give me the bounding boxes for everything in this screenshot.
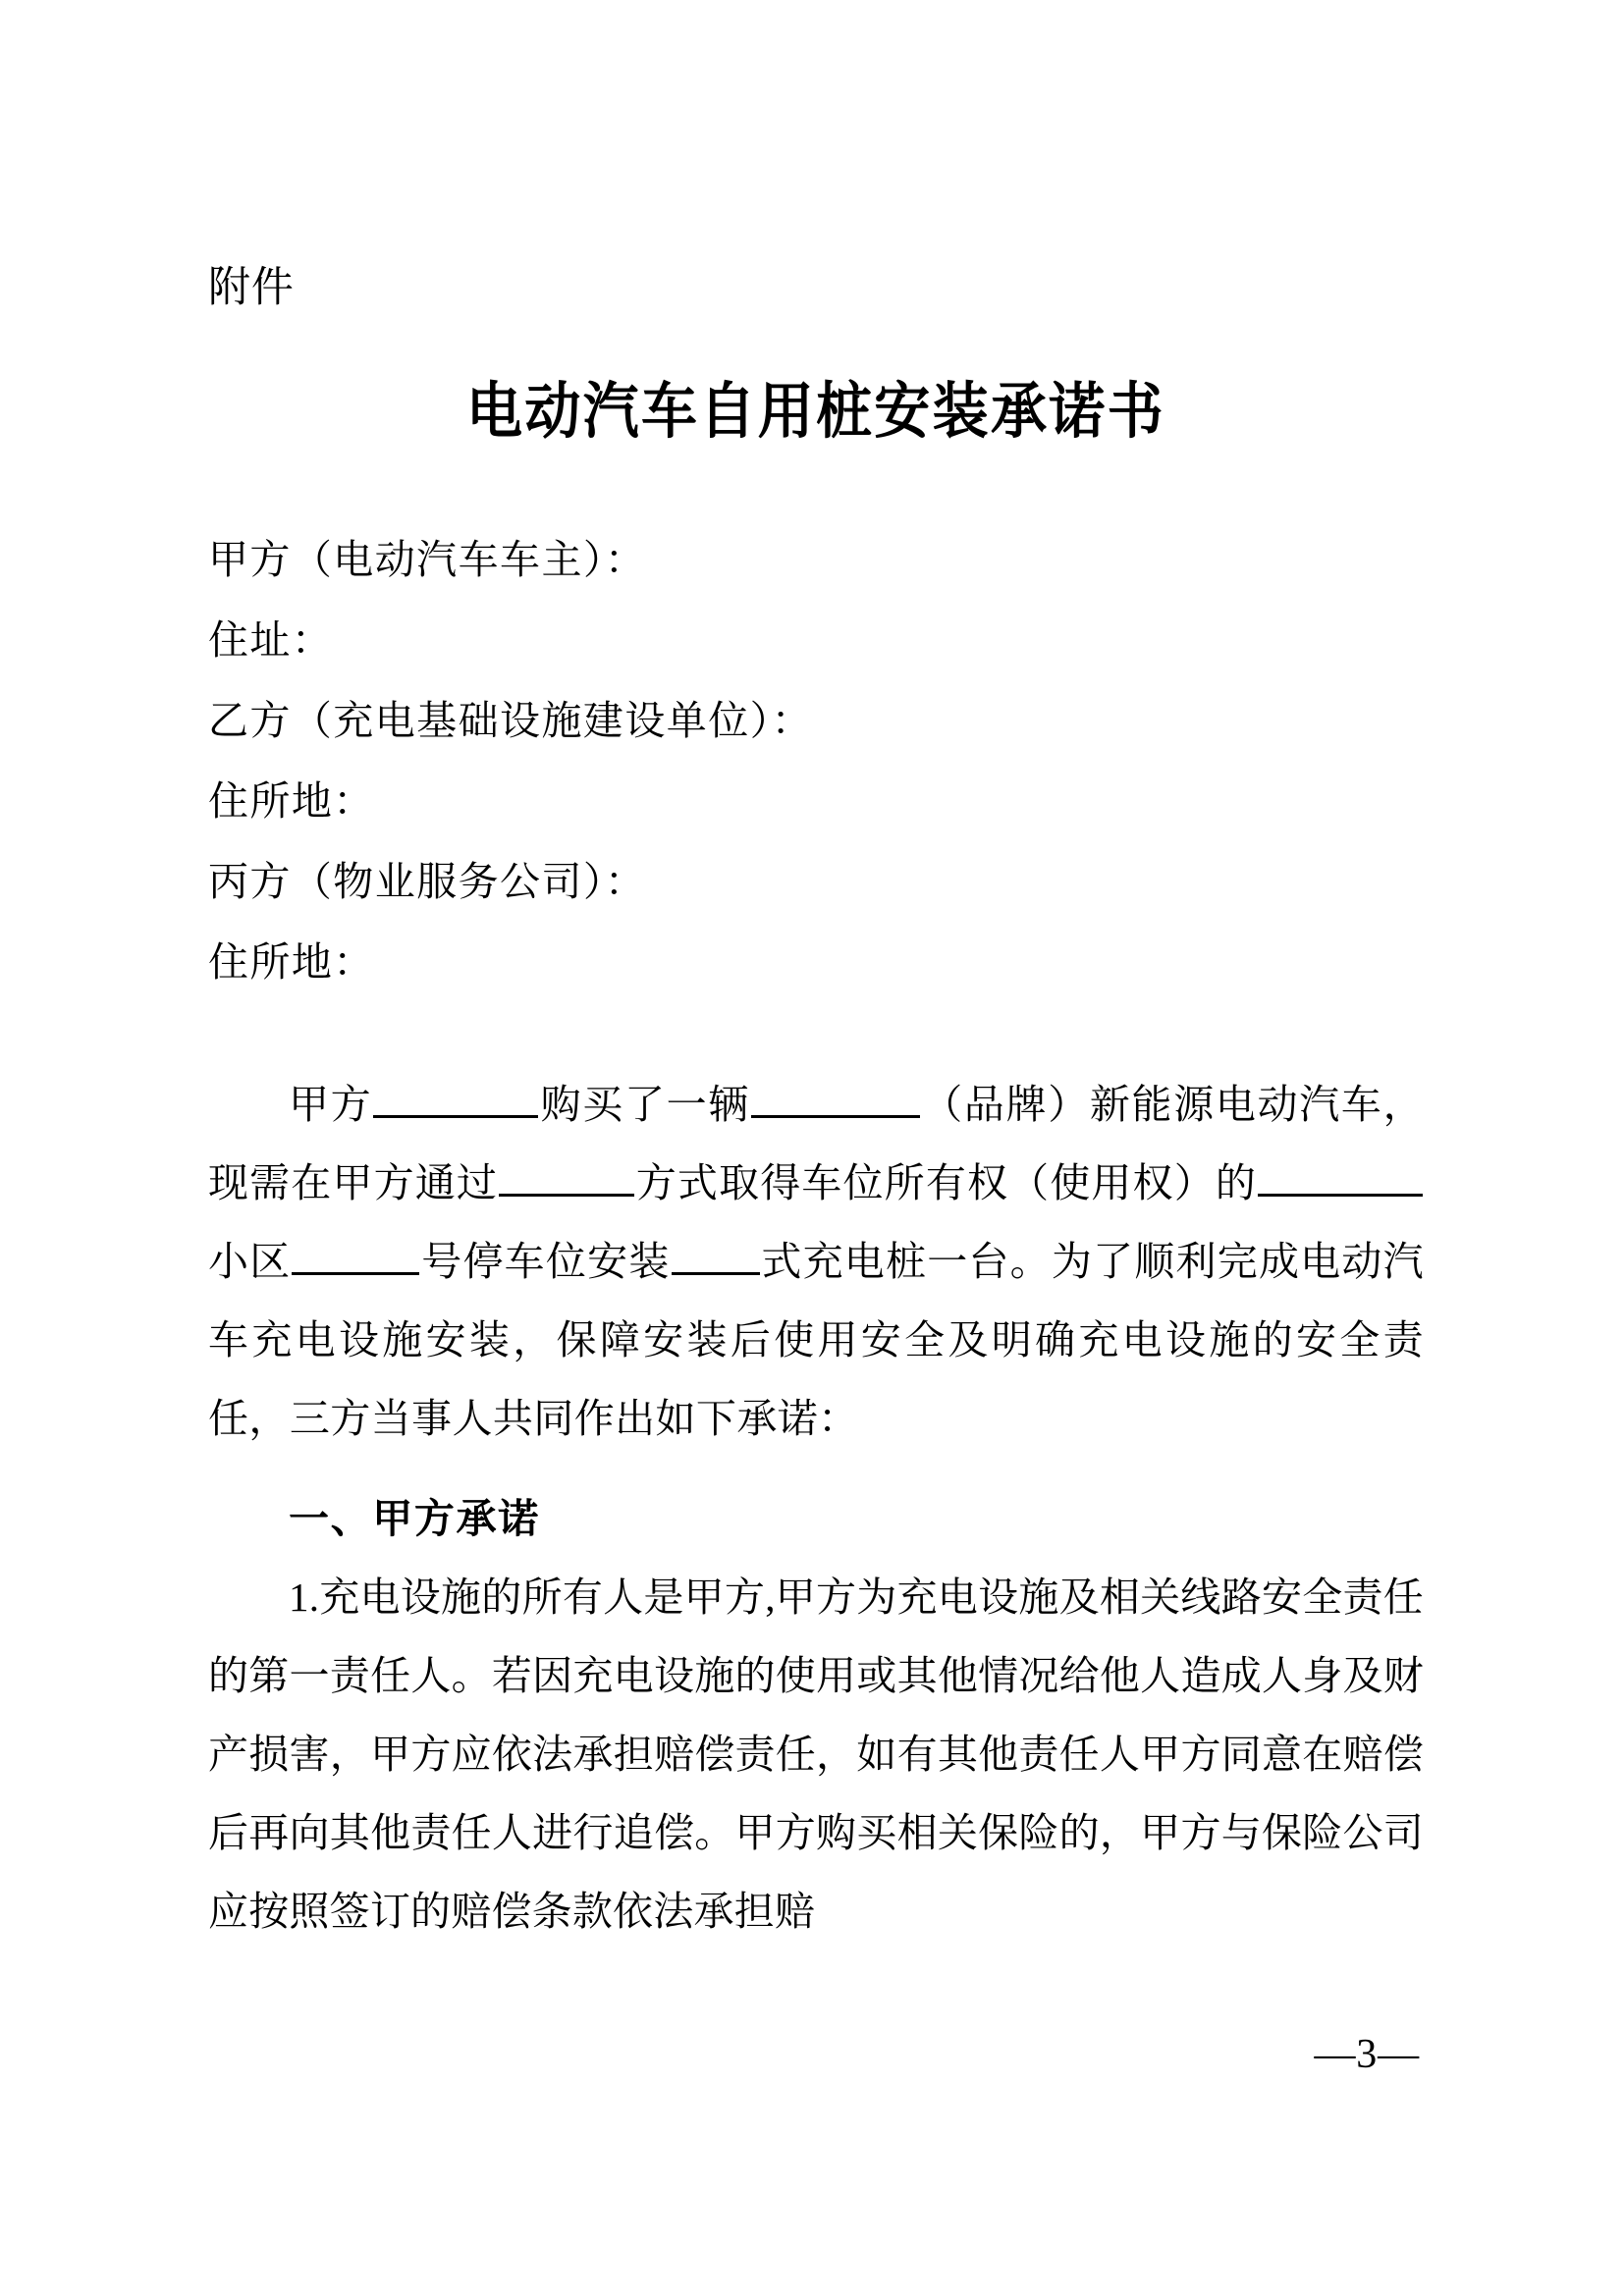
preamble-paragraph [208,1065,1424,1458]
preamble-segment-1: 甲方 [289,1082,373,1128]
preamble-segment-5: 小区 [208,1239,292,1285]
preamble-segment-6: 号停车位安装 [420,1239,671,1285]
preamble-block [208,1065,1424,1458]
blank-field-owner-name[interactable] [373,1077,538,1118]
preamble-segment-7: 式充电桩一台。为了顺利完成电动汽车充电设施安装，保障安装后使用安全及明确充电设施的安全责任，三方当事人共同作出如下承诺： [208,1239,1424,1442]
blank-field-vehicle-brand[interactable] [751,1077,920,1118]
party-line-yifang: 乙方（充电基础设施建设单位）： [208,698,814,744]
blank-field-community-name[interactable] [1258,1155,1423,1197]
document-content [208,0,1424,1950]
preamble-segment-3: （品牌）新能源电动汽车，现需在甲方通过 [208,1082,1424,1206]
blank-field-charger-type[interactable] [672,1234,760,1275]
preamble-segment-4: 方式取得车位所有权（使用权）的 [635,1160,1257,1206]
clause-item: 1.充电设施的所有人是甲方,甲方为充电设施及相关线路安全责任的第一责任人。若因充电设施的使用或其他情况给他人造成人身及财产损害，甲方应依法承担赔偿责任，如有其他责任人甲方同意在赔偿后再向其他责任人进行追偿。甲方购买相关保险的，甲方与保险公司应按照签订的赔偿条款依法承担赔 [208,1575,1424,1935]
party-line-jiafang: 甲方（电动汽车车主）： [208,537,647,583]
party-line-bingfang: 丙方（物业服务公司）： [208,859,647,905]
party-line-jiafang-address: 住址： [208,617,334,664]
page-title: 电动汽车自用桩安装承诺书 [466,379,1165,446]
page-number: —3— [1314,2032,1420,2077]
parties-block [208,519,1424,1002]
party-line-yifang-address: 住所地： [208,778,375,825]
blank-field-acquisition-method[interactable] [499,1155,634,1197]
section-heading: 一、甲方承诺 [289,1496,540,1542]
section-jiafang-chengnuo [208,1479,1424,1950]
attachment-label: 附件 [208,265,295,311]
blank-field-parking-space-number[interactable] [292,1234,419,1275]
party-line-bingfang-address: 住所地： [208,939,375,986]
preamble-segment-2: 购买了一辆 [539,1082,750,1128]
